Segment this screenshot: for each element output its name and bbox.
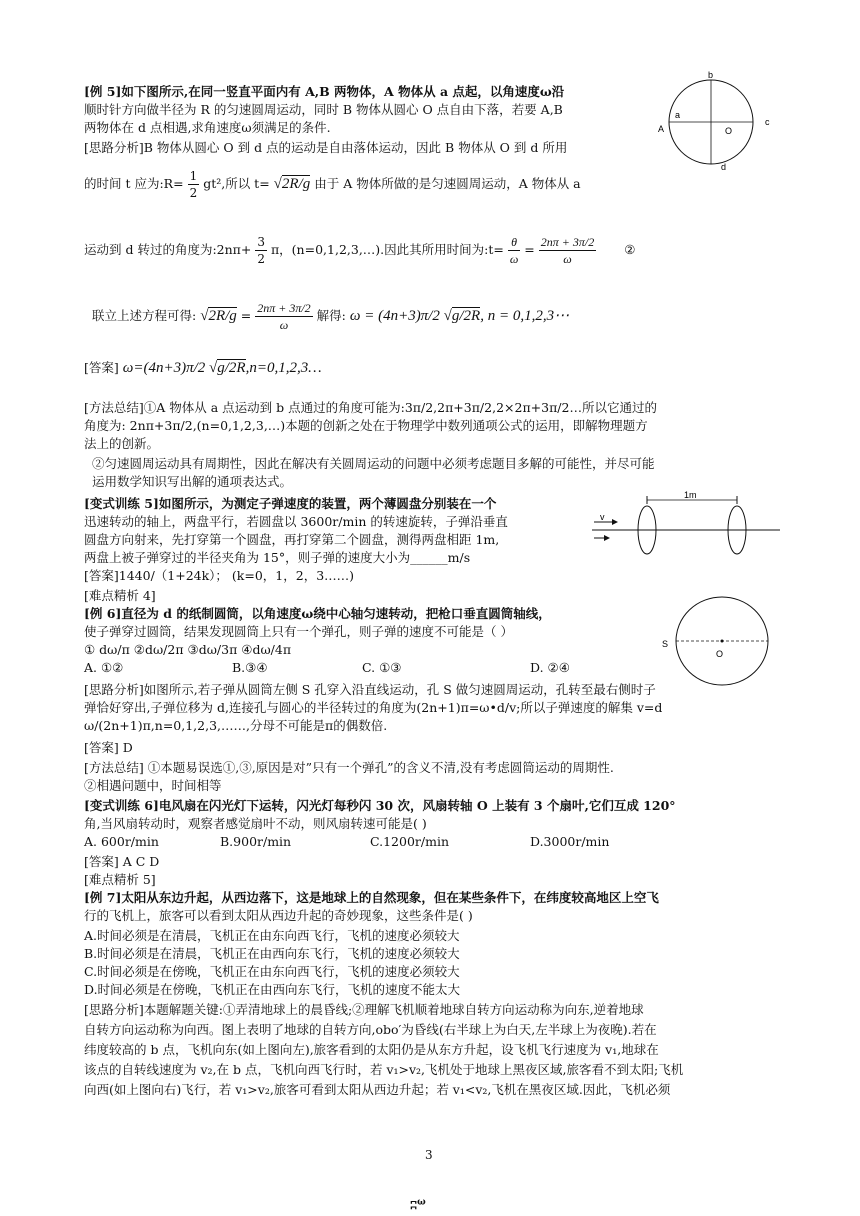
ex5-line6: 运动到 d 转过的角度为:2nπ+ $\frac{3}{2}$ π，(n=0,1,2,3,…).因此其所用时间为:t= $\frac{\theta}{\omega}$ = $\frac{2n\pi + 3\pi/2}{\omega}$ ② — [84, 235, 636, 266]
ex5-line2: 顺时针方向做半径为 R 的匀速圆周运动，同时 B 物体从圆心 O 点自由下落，若要 A,B — [84, 102, 563, 117]
label-c: c — [765, 117, 770, 127]
ex7-analysis2: 自转方向运动称为向西。图上表明了地球的自转方向,obo′为昏线(右半球上为白天,左半球上为夜晚).若在 — [84, 1022, 657, 1037]
ex5-line7: 联立上述方程可得: √2R/g = $\frac{2n\pi + 3\pi/2}{\omega}$ 解得: ω = (4n+3)π/2 √g/2R, n = 0,1,2,3⋯ — [92, 301, 570, 332]
ex6-analysis3: ω/(2n+1)π,n=0,1,2,3,……,分母不可能是π的偶数倍. — [84, 718, 388, 733]
ex6-line1: [例 6]直径为 d 的纸制圆筒，以角速度ω绕中心轴匀速转动，把枪口垂直圆筒轴线， — [84, 606, 551, 621]
label-b: b — [708, 70, 714, 80]
label-O: O — [716, 649, 724, 659]
ex6-options: ① dω/π ②dω/2π ③dω/3π ④dω/4π — [84, 642, 292, 657]
var5-line2: 迅速转动的轴上，两盘平行，若圆盘以 3600r/min 的转速旋转，子弹沿垂直 — [84, 514, 508, 529]
ex5-answer: [答案] ω=(4n+3)π/2 √g/2R,n=0,1,2,3… — [84, 360, 322, 376]
method-line3: 法上的创新。 — [84, 436, 160, 451]
label-S: S — [662, 639, 669, 649]
ex6-analysis1: [思路分析]如图所示,若子弹从圆筒左侧 S 孔穿入沿直线运动，孔 S 做匀速圆周运动，孔转至最右侧时子 — [84, 682, 656, 697]
method-line4: ②匀速圆周运动具有周期性，因此在解决有关圆周运动的问题中必须考虑题目多解的可能性，并尽可能 — [92, 456, 655, 471]
var5-line4: 两盘上被子弹穿过的半径夹角为 15°，则子弹的速度大小为______m/s — [84, 550, 471, 565]
ex6-method1: [方法总结] ①本题易误选①,③,原因是对”只有一个弹孔”的含义不清,没有考虑圆筒运动的周期性. — [84, 760, 614, 775]
label-a: a — [675, 110, 681, 120]
ex7-analysis1: [思路分析]本题解题关键:①弄清地球上的晨昏线;②理解飞机顺着地球自转方向运动称为向东,逆着地球 — [84, 1002, 644, 1017]
ex5-line3: 两物体在 d 点相遇,求角速度ω须满足的条件. — [84, 120, 331, 135]
label-A: A — [658, 124, 665, 134]
var5-line1: [变式训练 5]如图所示，为测定子弹速度的装置，两个薄圆盘分别装在一个 — [84, 496, 497, 511]
var5-line3: 圆盘方向射来，先打穿第一个圆盘，再打穿第二个圆盘，测得两盘相距 1m, — [84, 532, 500, 547]
var5-answer: [答案]1440/（1+24k）； (k=0，1，2，3……) — [84, 568, 355, 583]
ex7-line1: [例 7]太阳从东边升起，从西边落下，这是地球上的自然现象，但在某些条件下，在纬度较高地区上空飞 — [84, 890, 659, 905]
label-v: v — [600, 512, 605, 522]
section-heading-5: [难点精析 5] — [84, 872, 156, 887]
ex7-analysis3: 纬度较高的 b 点，飞机向东(如上图向左),旅客看到的太阳仍是从东方升起，设飞机飞行速度为 v₁,地球在 — [84, 1042, 659, 1057]
ex7-analysis4: 该点的自转线速度为 v₂,在 b 点，飞机向西飞行时，若 v₁>v₂,飞机处于地球上黑夜区域,旅客看不到太阳;飞机 — [84, 1062, 684, 1077]
ex7-line2: 行的飞机上，旅客可以看到太阳从西边升起的奇妙现象，这些条件是( ) — [84, 908, 473, 923]
ex7-optB: B.时间必须是在清晨，飞机正在由西向东飞行，飞机的速度必须较大 — [84, 946, 460, 961]
ex5-line1: [例 5]如下图所示,在同一竖直平面内有 A,B 两物体，A 物体从 a 点起，以角速度ω沿 — [84, 84, 565, 99]
method-line5: 运用数学知识写出解的通项表达式。 — [92, 474, 293, 489]
ex7-optA: A.时间必须是在清晨，飞机正在由东向西飞行，飞机的速度必须较大 — [84, 928, 460, 943]
label-distance: 1m — [684, 490, 697, 500]
figure-cylinder — [660, 595, 780, 687]
var6-line2: 角,当风扇转动时，观察者感觉扇叶不动，则风扇转速可能是( ) — [84, 816, 427, 831]
footer-mark: ʭ$^\omega$ — [410, 1196, 426, 1215]
ex6-line2: 使子弹穿过圆筒，结果发现圆筒上只有一个弹孔，则子弹的速度不可能是（ ） — [84, 624, 513, 639]
ex5-line4: [思路分析]B 物体从圆心 O 到 d 点的运动是自由落体运动，因此 B 物体从 O 到 d 所用 — [84, 140, 568, 155]
label-d: d — [721, 162, 727, 170]
ex6-answer: [答案] D — [84, 740, 133, 755]
ex7-optC: C.时间必须是在傍晚，飞机正在由东向西飞行，飞机的速度必须较大 — [84, 964, 460, 979]
method-line1: [方法总结]①A 物体从 a 点运动到 b 点通过的角度可能为:3π/2,2π+3π/2,2×2π+3π/2…所以它通过的 — [84, 400, 657, 415]
figure-two-discs — [592, 490, 782, 558]
ex6-choices: A. ①② B.③④ C. ①③ D. ②④ — [84, 660, 570, 675]
figure-circle-abcd — [655, 70, 775, 170]
ex6-analysis2: 弹恰好穿出,子弹位移为 d,连接孔与圆心的半径转过的角度为(2n+1)π=ω•d/v;所以子弹速度的解集 v=d — [84, 700, 663, 715]
var6-line1: [变式训练 6]电风扇在闪光灯下运转，闪光灯每秒闪 30 次，风扇转轴 O 上装有 3 个扇叶,它们互成 120° — [84, 798, 676, 813]
section-heading-4: [难点精析 4] — [84, 588, 156, 603]
ex7-optD: D.时间必须是在傍晚，飞机正在由西向东飞行，飞机的速度不能太大 — [84, 982, 461, 997]
ex7-analysis5: 向西(如上图向右)飞行，若 v₁>v₂,旅客可看到太阳从西边升起；若 v₁<v₂,飞机在黑夜区域.因此，飞机必须 — [84, 1082, 671, 1097]
label-O: O — [725, 126, 733, 136]
var6-choices: A. 600r/min B.900r/min C.1200r/min D.3000r/min — [84, 834, 610, 849]
var6-answer: [答案] A C D — [84, 854, 160, 869]
ex6-method2: ②相遇问题中，时间相等 — [84, 778, 222, 793]
ex5-line5: 的时间 t 应为:R= $\frac{1}{2}$ gt²,所以 t= √2R/g 由于 A 物体所做的是匀速圆周运动，A 物体从 a — [84, 169, 581, 200]
method-line2: 角度为: 2nπ+3π/2,(n=0,1,2,3,…)本题的创新之处在于物理学中数列通项公式的运用，即解物理题方 — [84, 418, 648, 433]
page-number: 3 — [425, 1148, 433, 1162]
